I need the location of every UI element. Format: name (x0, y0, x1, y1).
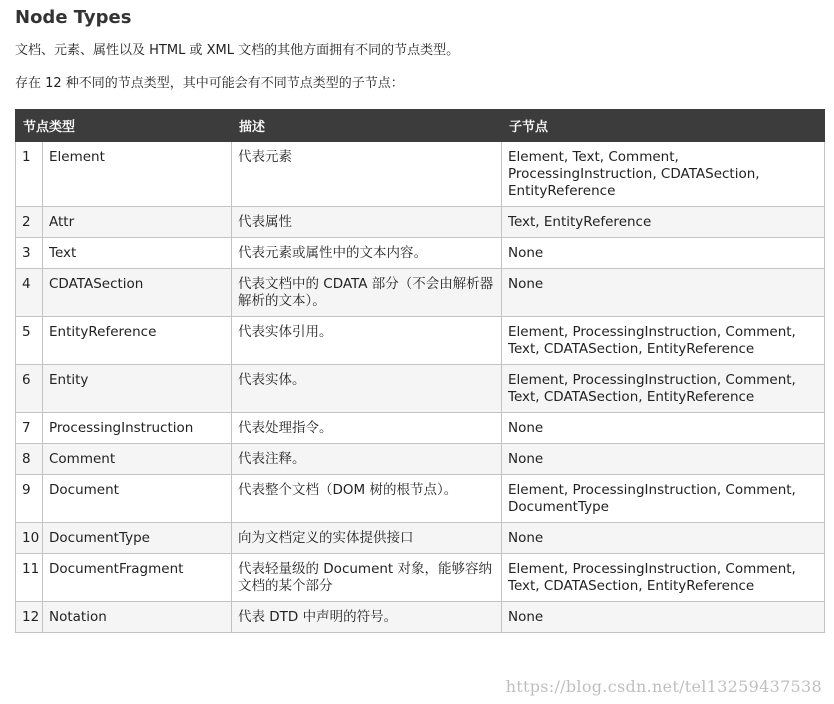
cell-description: 代表文档中的 CDATA 部分（不会由解析器解析的文本）。 (232, 269, 502, 317)
cell-number: 1 (16, 142, 43, 207)
cell-node-type: EntityReference (43, 317, 232, 365)
cell-description: 代表实体引用。 (232, 317, 502, 365)
cell-number: 6 (16, 365, 43, 413)
cell-description: 代表整个文档（DOM 树的根节点）。 (232, 475, 502, 523)
cell-number: 7 (16, 413, 43, 444)
table-row (16, 554, 825, 602)
cell-child-nodes: None (502, 413, 825, 444)
cell-description: 代表注释。 (232, 444, 502, 475)
table-row (16, 444, 825, 475)
cell-number: 9 (16, 475, 43, 523)
cell-node-type: Element (43, 142, 232, 207)
table-row (16, 602, 825, 633)
table-row (16, 142, 825, 207)
cell-number: 8 (16, 444, 43, 475)
node-types-table (15, 109, 825, 633)
cell-description: 代表元素或属性中的文本内容。 (232, 238, 502, 269)
cell-node-type: DocumentFragment (43, 554, 232, 602)
table-row (16, 365, 825, 413)
cell-node-type: ProcessingInstruction (43, 413, 232, 444)
cell-child-nodes: None (502, 523, 825, 554)
header-description: 描述 (232, 110, 502, 142)
cell-description: 代表元素 (232, 142, 502, 207)
table-body (16, 142, 825, 633)
cell-description: 代表轻量级的 Document 对象，能够容纳文档的某个部分 (232, 554, 502, 602)
header-node-type: 节点类型 (16, 110, 232, 142)
cell-number: 12 (16, 602, 43, 633)
cell-number: 11 (16, 554, 43, 602)
cell-number: 10 (16, 523, 43, 554)
cell-child-nodes: Element, ProcessingInstruction, Comment, Text, CDATASection, EntityReference (502, 554, 825, 602)
table-row (16, 238, 825, 269)
header-child-nodes: 子节点 (502, 110, 825, 142)
cell-description: 代表实体。 (232, 365, 502, 413)
cell-child-nodes: None (502, 444, 825, 475)
cell-node-type: Document (43, 475, 232, 523)
cell-node-type: Notation (43, 602, 232, 633)
cell-child-nodes: None (502, 269, 825, 317)
cell-child-nodes: Element, Text, Comment, ProcessingInstruction, CDATASection, EntityReference (502, 142, 825, 207)
cell-child-nodes: Element, ProcessingInstruction, Comment, DocumentType (502, 475, 825, 523)
cell-node-type: CDATASection (43, 269, 232, 317)
cell-child-nodes: Element, ProcessingInstruction, Comment, Text, CDATASection, EntityReference (502, 317, 825, 365)
cell-child-nodes: Element, ProcessingInstruction, Comment, Text, CDATASection, EntityReference (502, 365, 825, 413)
cell-child-nodes: Text, EntityReference (502, 207, 825, 238)
table-row (16, 317, 825, 365)
intro-paragraph-2: 存在 12 种不同的节点类型，其中可能会有不同节点类型的子节点： (15, 76, 404, 91)
table-header-row (16, 110, 825, 142)
cell-node-type: Attr (43, 207, 232, 238)
cell-node-type: Comment (43, 444, 232, 475)
cell-description: 代表 DTD 中声明的符号。 (232, 602, 502, 633)
cell-description: 向为文档定义的实体提供接口 (232, 523, 502, 554)
cell-description: 代表处理指令。 (232, 413, 502, 444)
watermark: https://blog.csdn.net/tel13259437538 (505, 677, 822, 696)
table-row (16, 475, 825, 523)
cell-number: 4 (16, 269, 43, 317)
table-row (16, 207, 825, 238)
cell-number: 3 (16, 238, 43, 269)
intro-paragraph-1: 文档、元素、属性以及 HTML 或 XML 文档的其他方面拥有不同的节点类型。 (15, 43, 460, 58)
cell-node-type: DocumentType (43, 523, 232, 554)
table-row (16, 413, 825, 444)
cell-child-nodes: None (502, 238, 825, 269)
cell-number: 5 (16, 317, 43, 365)
table-row (16, 269, 825, 317)
cell-node-type: Entity (43, 365, 232, 413)
cell-description: 代表属性 (232, 207, 502, 238)
table-row (16, 523, 825, 554)
page-title: Node Types (15, 7, 132, 28)
cell-number: 2 (16, 207, 43, 238)
cell-child-nodes: None (502, 602, 825, 633)
cell-node-type: Text (43, 238, 232, 269)
